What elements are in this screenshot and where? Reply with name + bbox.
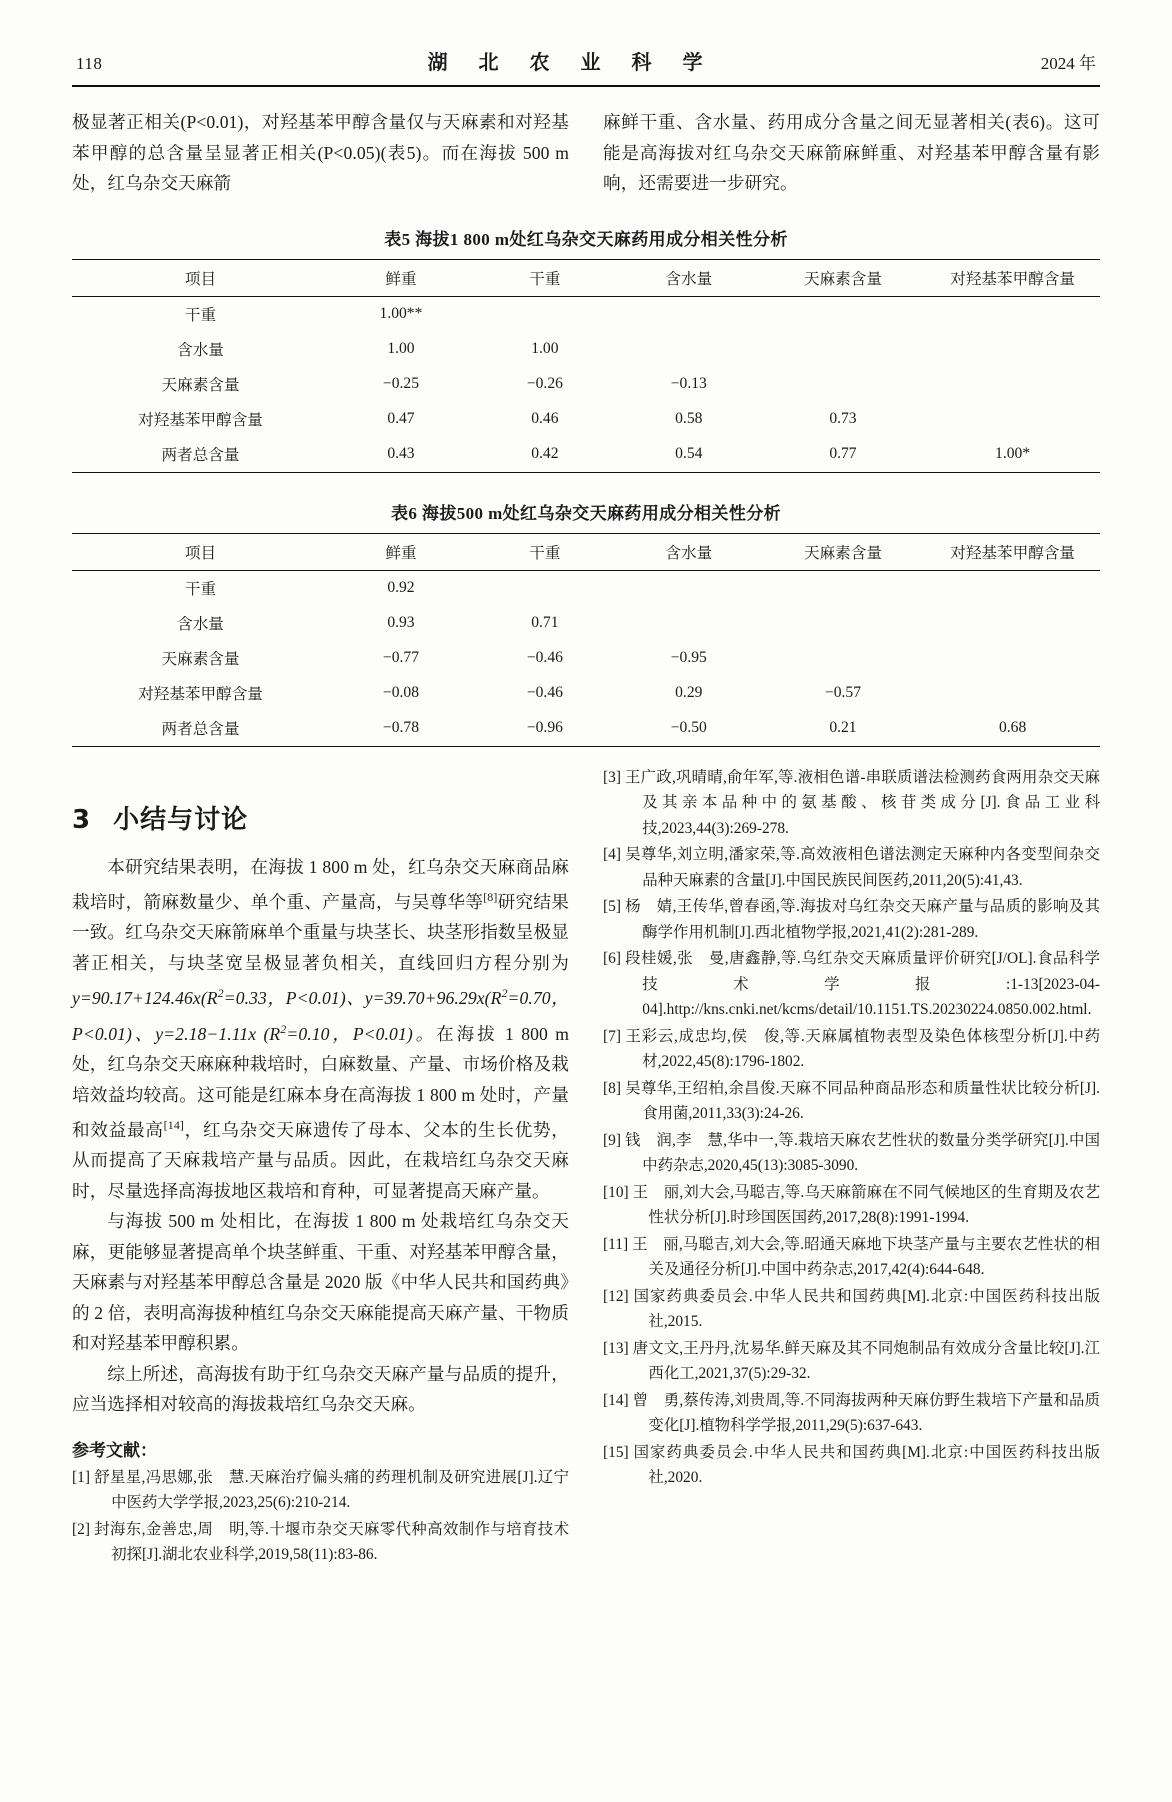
table6-row2-c4	[925, 641, 1100, 676]
top-text-columns	[72, 107, 1100, 199]
section3-paragraph-3: 综上所述，高海拔有助于红乌杂交天麻产量与品质的提升，应当选择相对较高的海拔栽培红乌杂交天麻。	[72, 1363, 569, 1415]
running-head	[72, 46, 1100, 85]
table5-row0-c0: 1.00**	[379, 305, 423, 322]
table6-row3-c0: −0.08	[382, 684, 420, 701]
list-item: [9] 钱 润,李 慧,华中一,等.栽培天麻农艺性状的数量分类学研究[J].中国中药杂志,2020,45(13):3085-3090.	[603, 1131, 1100, 1174]
table5-head	[72, 259, 1100, 296]
table5-row3-c3: 0.73	[829, 410, 857, 427]
table6-col-1: 鲜重	[329, 533, 473, 570]
list-item: [7] 王彩云,成忠均,侯 俊,等.天麻属植物表型及染色体核型分析[J].中药材,2022,45(8):1796-1802.	[603, 1027, 1100, 1070]
list-item: [8] 吴尊华,王绍柏,余昌俊.天麻不同品种商品形态和质量性状比较分析[J].食用菌,2011,33(3):24-26.	[603, 1079, 1100, 1122]
section-3-number: 3	[72, 804, 92, 835]
list-item: [15] 国家药典委员会.中华人民共和国药典[M].北京:中国医药科技出版社,2020.	[603, 1443, 1100, 1486]
references-list-left	[72, 1465, 569, 1568]
table-row	[72, 570, 1100, 606]
table5-block	[72, 225, 1100, 473]
table5-row2-item: 天麻素含量	[161, 377, 240, 394]
table5-row1-c0: 1.00	[387, 340, 415, 357]
table-row	[72, 606, 1100, 641]
table6-row0-c0: 0.92	[387, 579, 415, 596]
table5-row1-item: 含水量	[177, 342, 224, 359]
table6-row3-item: 对羟基苯甲醇含量	[138, 686, 263, 703]
s3p1-a: 本研究结果表明，在海拔 1 800 m 处，红乌杂交天麻商品麻栽培时，箭麻数量少、单个重、产量高，与吴尊华等	[72, 856, 569, 912]
table6	[72, 533, 1100, 747]
table5-row0-item: 干重	[184, 307, 217, 324]
table5-body	[72, 296, 1100, 472]
table6-col-2: 干重	[473, 533, 617, 570]
table-row	[72, 402, 1100, 437]
table5-col-4: 天麻素含量	[761, 259, 925, 296]
table5-row4-c0: 0.43	[329, 437, 473, 473]
table5-row2-c0: −0.25	[382, 375, 420, 392]
table6-col-0: 项目	[72, 533, 329, 570]
table5-row3-c1: 0.46	[531, 410, 559, 427]
section-3-heading	[72, 799, 569, 836]
table6-row1-c0: 0.93	[387, 614, 415, 631]
table5-row0-c1	[473, 296, 617, 332]
table5-row4-c4: 1.00*	[925, 437, 1100, 473]
table6-row4-item: 两者总含量	[72, 711, 329, 747]
table5-row1-c2	[617, 332, 761, 367]
table6-row0-c4	[925, 570, 1100, 606]
table6-row0-c2	[617, 570, 761, 606]
list-item: [2] 封海东,金善忠,周 明,等.十堰市杂交天麻零代种高效制作与培育技术初探[J].湖北农业科学,2019,58(11):83-86.	[72, 1520, 569, 1564]
issue-year: 2024 年	[1040, 54, 1096, 73]
table5-row0-c4	[925, 296, 1100, 332]
table-row	[72, 711, 1100, 747]
table5-col-1: 鲜重	[329, 259, 473, 296]
list-item: [12] 国家药典委员会.中华人民共和国药典[M].北京:中国医药科技出版社,2015.	[603, 1287, 1100, 1330]
table5-row1-c3	[761, 332, 925, 367]
table6-row2-c2: −0.95	[670, 649, 707, 666]
table6-caption: 表6 海拔500 m处红乌杂交天麻药用成分相关性分析	[390, 503, 782, 523]
table6-row3-c4	[925, 676, 1100, 711]
table6-row2-c1: −0.46	[526, 649, 563, 666]
table6-row4-c1: −0.96	[473, 711, 617, 747]
list-item: [10] 王 丽,刘大会,马聪吉,等.乌天麻箭麻在不同气候地区的生育期及农艺性状分析[J].时珍国医国药,2017,28(8):1991-1994.	[603, 1183, 1100, 1226]
table6-row2-c0: −0.77	[382, 649, 420, 666]
table6-row1-c4	[925, 606, 1100, 641]
references-heading: 参考文献：	[72, 1440, 157, 1461]
table6-header-row	[72, 533, 1100, 570]
journal-title: 湖 北 农 业 科 学	[427, 52, 716, 74]
table5-caption: 表5 海拔1 800 m处红乌杂交天麻药用成分相关性分析	[384, 229, 788, 249]
table6-row3-c1: −0.46	[526, 684, 563, 701]
table5-row3-c4	[925, 402, 1100, 437]
list-item: [5] 杨 婧,王传华,曾春函,等.海拔对乌红杂交天麻产量与品质的影响及其酶学作用机制[J].西北植物学报,2021,41(2):281-289.	[603, 898, 1100, 941]
top-left-column	[72, 107, 569, 199]
section3-paragraph-1	[72, 852, 569, 1207]
table5-row2-c2: −0.13	[670, 375, 707, 392]
table6-col-3: 含水量	[617, 533, 761, 570]
table5-col-0: 项目	[72, 259, 329, 296]
table6-row4-c3: 0.21	[761, 711, 925, 747]
table-row	[72, 437, 1100, 473]
list-item: [11] 王 丽,马聪吉,刘大会,等.昭通天麻地下块茎产量与主要农艺性状的相关及通径分析[J].中国中药杂志,2017,42(4):644-648.	[603, 1235, 1100, 1278]
list-item: [6] 段桂媛,张 曼,唐鑫静,等.乌红杂交天麻质量评价研究[J/OL].食品科学技术学报:1-13[2023-04-04].http://kns.cnki.net/kcms/detail/10.1151.TS.20230224.0850.002.html.	[603, 950, 1100, 1018]
table6-row1-c1: 0.71	[531, 614, 559, 631]
section3-paragraph-2: 与海拔 500 m 处相比，在海拔 1 800 m 处栽培红乌杂交天麻，更能够显著提高单个块茎鲜重、干重、对羟基苯甲醇含量，天麻素与对羟基苯甲醇总含量是 2020 版《中华人民共和国药典》的 2 倍，表明高海拔种植红乌杂交天麻能提高天麻产量、干物质和对羟基苯甲醇积累。	[72, 1211, 569, 1354]
table6-block	[72, 499, 1100, 747]
page-content	[72, 46, 1100, 1569]
list-item: [13] 唐文文,王丹丹,沈易华.鲜天麻及其不同炮制品有效成分含量比较[J].江西化工,2021,37(5):29-32.	[603, 1339, 1100, 1382]
table5-row4-item: 两者总含量	[72, 437, 329, 473]
list-item: [1] 舒星星,冯思娜,张 慧.天麻治疗偏头痛的药理机制及研究进展[J].辽宁中医药大学学报,2023,25(6):210-214.	[72, 1468, 569, 1512]
table5-row2-c1: −0.26	[526, 375, 563, 392]
lower-right-column	[603, 765, 1100, 1569]
table6-body	[72, 570, 1100, 746]
table5-row3-c0: 0.47	[387, 410, 415, 427]
table5-row4-c2: 0.54	[617, 437, 761, 473]
table5-row0-c3	[761, 296, 925, 332]
table-row	[72, 296, 1100, 332]
table5-row1-c4	[925, 332, 1100, 367]
lower-text-columns	[72, 765, 1100, 1569]
s3p1-c: 在海拔 1 800 m 处，红乌杂交天麻麻种栽培时，白麻数量、产量、市场价格及栽培效益均较高。这可能是红麻本身在高海拔 1 800 m 处时，产量和效益最高	[72, 1023, 569, 1140]
table6-row4-c0: −0.78	[329, 711, 473, 747]
table5-header-row	[72, 259, 1100, 296]
table5	[72, 259, 1100, 473]
paragraph-continued-left: 极显著正相关(P<0.01)，对羟基苯甲醇含量仅与天麻素和对羟基苯甲醇的总含量呈显著正相关(P<0.05)(表5)。而在海拔 500 m 处，红乌杂交天麻箭	[72, 112, 569, 193]
list-item: [4] 吴尊华,刘立明,潘家荣,等.高效液相色谱法测定天麻种内各变型间杂交品种天麻素的含量[J].中国民族民间医药,2011,20(5):41,43.	[603, 846, 1100, 889]
table6-row3-c3: −0.57	[824, 684, 862, 701]
table6-col-4: 天麻素含量	[761, 533, 925, 570]
s3p1-equations: $y=90.17+124.46x(R^2=0.33$，P<0.01)、$y=39.70+96.29x(R^2=0.70$，P<0.01)、y=2.18−1.11x ($R^2=0.10$，P<0.01)。	[72, 986, 570, 1044]
table6-row4-c2: −0.50	[617, 711, 761, 747]
table5-row3-item: 对羟基苯甲醇含量	[138, 412, 263, 429]
table-row	[72, 641, 1100, 676]
table5-row4-c1: 0.42	[473, 437, 617, 473]
table5-row1-c1: 1.00	[531, 340, 559, 357]
references-list-right	[603, 765, 1100, 1491]
s3p1-b: 研究结果一致。红乌杂交天麻箭麻单个重量与块茎长、块茎形指数呈极显著正相关，与块茎宽呈极显著负相关，直线回归方程分别为	[72, 891, 569, 973]
table5-col-3: 含水量	[617, 259, 761, 296]
table6-row0-item: 干重	[184, 581, 217, 598]
table5-row4-c3: 0.77	[761, 437, 925, 473]
table6-row3-c2: 0.29	[675, 684, 703, 701]
s3p1-citation-14: [14]	[163, 1118, 184, 1133]
table5-row2-c3	[761, 367, 925, 402]
table6-row2-c3	[761, 641, 925, 676]
s3p1-d: ，红乌杂交天麻遗传了母本、父本的生长优势，从而提高了天麻栽培产量与品质。因此，在栽培红乌杂交天麻时，尽量选择高海拔地区栽培和育种，可显著提高天麻产量。	[72, 1119, 569, 1201]
header-divider	[72, 85, 1100, 87]
table6-row1-c3	[761, 606, 925, 641]
table5-col-5: 对羟基苯甲醇含量	[925, 259, 1100, 296]
s3p1-citation-8: [8]	[483, 890, 498, 904]
list-item: [3] 王广政,巩晴晴,俞年军,等.液相色谱-串联质谱法检测药食两用杂交天麻及其亲本品种中的氨基酸、核苷类成分[J].食品工业科技,2023,44(3):269-278.	[603, 768, 1100, 837]
page-number: 118	[76, 54, 103, 73]
table5-row2-c4	[925, 367, 1100, 402]
table-row	[72, 367, 1100, 402]
table6-row0-c3	[761, 570, 925, 606]
table6-head	[72, 533, 1100, 570]
lower-left-column	[72, 765, 569, 1569]
table5-col-2: 干重	[473, 259, 617, 296]
table5-row0-c2	[617, 296, 761, 332]
table6-row1-c2	[617, 606, 761, 641]
table6-col-5: 对羟基苯甲醇含量	[925, 533, 1100, 570]
table6-row4-c4: 0.68	[925, 711, 1100, 747]
table-row	[72, 332, 1100, 367]
paragraph-continued-right: 麻鲜干重、含水量、药用成分含量之间无显著相关(表6)。这可能是高海拔对红乌杂交天麻箭麻鲜重、对羟基苯甲醇含量有影响，还需要进一步研究。	[603, 112, 1100, 193]
top-right-column	[603, 107, 1100, 199]
table6-row0-c1	[473, 570, 617, 606]
table-row	[72, 676, 1100, 711]
table6-row2-item: 天麻素含量	[161, 651, 240, 668]
table5-row3-c2: 0.58	[675, 410, 703, 427]
list-item: [14] 曾 勇,蔡传涛,刘贵周,等.不同海拔两种天麻仿野生栽培下产量和品质变化[J].植物科学学报,2011,29(5):637-643.	[603, 1391, 1100, 1434]
table6-row1-item: 含水量	[177, 616, 224, 633]
section-3-title: 小结与讨论	[113, 804, 249, 835]
